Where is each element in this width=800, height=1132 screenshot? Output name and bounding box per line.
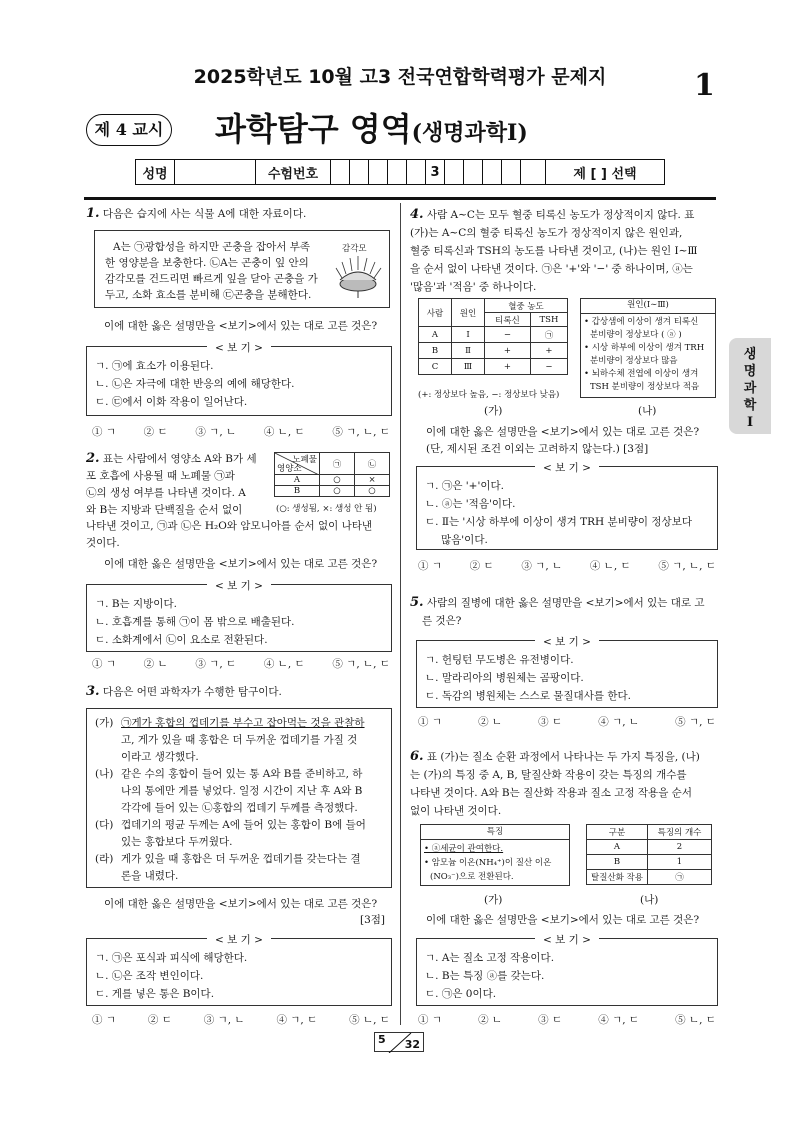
exam-title: 2025학년도 10월 고3 전국연합학력평가 문제지 xyxy=(193,66,607,88)
row-header: B xyxy=(275,486,320,497)
procedure-line: 껍데기의 평균 두께는 A에 들어 있는 홍합이 B에 들어 xyxy=(121,819,366,831)
q4-caption-a: (가) xyxy=(484,405,503,417)
question-number: 6. xyxy=(410,749,424,764)
q6-table-a xyxy=(420,824,570,886)
table-cell: ○ xyxy=(355,486,390,497)
table-cell: B xyxy=(587,855,648,870)
q4-table-b xyxy=(580,298,716,398)
table-cell: C xyxy=(419,359,452,375)
bogi-item: ㄷ. ㉢에서 이화 작용이 일어난다. xyxy=(95,396,248,408)
procedure-line: 있는 홍합보다 두꺼웠다. xyxy=(121,836,233,848)
bogi-title-wrap xyxy=(417,931,717,949)
question-stem: 다음은 습지에 사는 식물 A에 대한 자료이다. xyxy=(102,208,307,220)
bogi-item: ㄱ. B는 지방이다. xyxy=(95,598,177,610)
choice-4[interactable]: ④ ㄱ, ㄷ xyxy=(598,1014,640,1026)
question-stem: 포 호흡에 사용될 때 노폐물 ㉠과 xyxy=(86,470,235,482)
bogi-title-wrap xyxy=(417,633,717,651)
col-header: 원인(Ⅰ∼Ⅲ) xyxy=(581,299,715,314)
passage-line: A는 ㉠광합성을 하지만 곤충을 잡아서 부족 xyxy=(113,241,311,253)
choice-5[interactable]: ⑤ ㄴ, ㄷ xyxy=(675,1014,716,1026)
bogi-item: ㄱ. 헌팅턴 무도병은 유전병이다. xyxy=(425,654,574,666)
choice-2[interactable]: ② ㄷ xyxy=(143,426,168,438)
table-cell: + xyxy=(485,359,531,375)
choice-4[interactable]: ④ ㄴ, ㄷ xyxy=(263,658,305,670)
col-header: 사람 xyxy=(419,299,452,327)
col-header: 구분 xyxy=(587,825,648,840)
bogi-title: < 보 기 > xyxy=(207,934,271,946)
procedure-line: 각각에 들어 있는 ㉡홍합의 껍데기 두께를 측정했다. xyxy=(121,802,358,814)
bogi-title-wrap xyxy=(87,339,391,357)
choice-4[interactable]: ④ ㄴ, ㄷ xyxy=(263,426,305,438)
exam-number-box[interactable] xyxy=(483,160,502,184)
bogi-item: 많음'이다. xyxy=(441,534,488,546)
choice-2[interactable]: ② ㄴ xyxy=(478,716,503,728)
question-number: 4. xyxy=(410,207,424,222)
bogi-title-wrap xyxy=(87,931,391,949)
choice-1[interactable]: ① ㄱ xyxy=(92,1014,116,1026)
column-divider xyxy=(400,203,401,1025)
bogi-title-wrap xyxy=(87,577,391,595)
procedure-item xyxy=(95,766,383,817)
q6-bogi-box xyxy=(416,934,718,1006)
question-4 xyxy=(410,206,720,296)
passage-line: 한 영양분을 보충한다. ㉡A는 곤충이 잎 안의 xyxy=(105,257,309,269)
side-tab-char: 명 xyxy=(743,364,757,379)
exam-number-box[interactable] xyxy=(388,160,407,184)
table-cell: × xyxy=(355,475,390,486)
q4-ask xyxy=(426,424,716,458)
bogi-item: ㄷ. 독감의 병원체는 스스로 물질대사를 한다. xyxy=(425,690,631,702)
sensory-hair-label: 감각모 xyxy=(342,244,367,254)
choice-2[interactable]: ② ㄷ xyxy=(147,1014,172,1026)
current-page: 5 xyxy=(378,1033,386,1046)
procedure-tag: (나) xyxy=(95,768,114,780)
bogi-title: < 보 기 > xyxy=(535,934,599,946)
table-cell: − xyxy=(485,327,531,343)
procedure-item xyxy=(95,817,383,851)
choice-4[interactable]: ④ ㄱ, ㄴ xyxy=(598,716,640,728)
side-tab-char: Ⅰ xyxy=(746,415,754,430)
venus-flytrap-illustration xyxy=(330,254,386,298)
question-stem: 른 것은? xyxy=(422,615,462,627)
procedure-line: 이라고 생각했다. xyxy=(121,751,199,763)
q1-ask: 이에 대한 옳은 설명만을 <보기>에서 있는 대로 고른 것은? xyxy=(104,320,378,332)
choice-2[interactable]: ② ㄴ xyxy=(143,658,168,670)
bogi-item: ㄴ. 말라리아의 병원체는 곰팡이다. xyxy=(425,672,584,684)
exam-number-box[interactable] xyxy=(331,160,350,184)
procedure-tag: (가) xyxy=(95,717,114,729)
bogi-item: ㄱ. ㉠은 포식과 피식에 해당한다. xyxy=(95,952,248,964)
question-stem: 표는 사람에서 영양소 A와 B가 세 xyxy=(102,453,257,465)
cause-line: 분비량이 정상보다 ( ⓐ ) xyxy=(590,330,682,340)
exam-number-box[interactable] xyxy=(445,160,464,184)
cause-line: 분비량이 정상보다 많음 xyxy=(590,356,678,366)
procedure-item xyxy=(95,851,383,885)
name-field[interactable] xyxy=(175,160,256,184)
bogi-title-wrap xyxy=(417,459,717,477)
table-corner xyxy=(275,453,320,475)
question-stem: 을 순서 없이 나타낸 것이다. ㉠은 '+'와 '−' 중 하나이며, ⓐ는 xyxy=(410,263,693,275)
q6-table-b xyxy=(586,824,712,885)
question-stem: 혈중 티록신과 TSH의 농도를 나타낸 것이고, (나)는 원인 Ⅰ∼Ⅲ xyxy=(410,245,698,257)
question-stem: 와 B는 지방과 단백질을 순서 없이 xyxy=(86,504,243,516)
choice-4[interactable]: ④ ㄴ, ㄷ xyxy=(589,560,631,572)
q2-ask: 이에 대한 옳은 설명만을 <보기>에서 있는 대로 고른 것은? xyxy=(104,558,378,570)
exam-number-box[interactable] xyxy=(407,160,426,184)
table-cell: + xyxy=(530,343,567,359)
side-tab-char: 학 xyxy=(743,398,757,413)
total-pages: 32 xyxy=(404,1038,420,1051)
procedure-line: ㉠게가 홍합의 껍데기를 부수고 잡아먹는 것을 관찰하 xyxy=(121,717,365,729)
q6-choices xyxy=(418,1012,716,1027)
passage-line: 두고, 소화 효소를 분비해 ㉢곤충을 분해한다. xyxy=(105,289,312,301)
col-header: ㉡ xyxy=(355,453,390,475)
q4-choices xyxy=(418,558,716,573)
feature-line: (NO₃⁻)으로 전환된다. xyxy=(430,872,514,882)
q3-procedure-box xyxy=(86,708,392,888)
question-stem: 는 (가)의 특징 중 A, B, 탈질산화 작용이 갖는 특징의 개수를 xyxy=(410,769,687,781)
choice-3[interactable]: ③ ㄷ xyxy=(538,716,563,728)
exam-number-digit: 3 xyxy=(426,160,445,184)
cause-line: • 갑상샘에 이상이 생겨 티록신 xyxy=(584,317,699,327)
q3-bogi-box xyxy=(86,934,392,1006)
procedure-line: 나의 통에만 게를 넣었다. 일정 시간이 지난 후 A와 B xyxy=(121,785,363,797)
passage-line: 감각모를 건드리면 빠르게 잎을 닫아 곤충을 가 xyxy=(105,273,318,285)
procedure-line: 게가 있을 때 홍합은 더 두꺼운 껍데기를 갖는다는 결 xyxy=(121,853,361,865)
side-tab-char: 생 xyxy=(743,347,757,362)
choice-5[interactable]: ⑤ ㄱ, ㄷ xyxy=(675,716,716,728)
question-5 xyxy=(410,594,720,630)
question-stem: 것이다. xyxy=(86,537,120,549)
col-header: TSH xyxy=(530,313,567,327)
q4-table-a xyxy=(418,298,568,375)
choice-3[interactable]: ③ ㄷ xyxy=(538,1014,563,1026)
table-cell: B xyxy=(419,343,452,359)
name-label: 성명 xyxy=(136,160,175,184)
question-stem: 다음은 어떤 과학자가 수행한 탐구이다. xyxy=(102,686,282,698)
period-badge: 제 4 교시 xyxy=(86,114,172,146)
q2-legend: (○: 생성됨, ×: 생성 안 됨) xyxy=(276,504,377,514)
table-cell: Ⅱ xyxy=(452,343,485,359)
question-2 xyxy=(86,450,266,519)
q2-bogi-box xyxy=(86,580,392,652)
table-cell: Ⅰ xyxy=(452,327,485,343)
col-header: 혈중 농도 xyxy=(485,299,568,313)
subject-side-tab xyxy=(729,338,771,434)
bogi-item: ㄷ. Ⅱ는 '시상 하부에 이상이 생겨 TRH 분비량이 정상보다 xyxy=(425,516,692,528)
choice-1[interactable]: ① ㄱ xyxy=(418,1014,442,1026)
cause-line: • 뇌하수체 전엽에 이상이 생겨 xyxy=(584,369,699,379)
bogi-item: ㄴ. ㉡은 조작 변인이다. xyxy=(95,970,204,982)
bogi-item: ㄷ. 게를 넣은 통은 B이다. xyxy=(95,988,215,1000)
table-cell: 1 xyxy=(648,855,712,870)
choice-5[interactable]: ⑤ ㄴ, ㄷ xyxy=(349,1014,390,1026)
table-cell: 2 xyxy=(648,840,712,855)
q4-legend: (+: 정상보다 높음, −: 정상보다 낮음) xyxy=(418,390,560,400)
choice-1[interactable]: ① ㄱ xyxy=(92,658,116,670)
q4-bogi-box xyxy=(416,462,718,550)
exam-number-box[interactable] xyxy=(464,160,483,184)
question-stem: 사람 A∼C는 모두 혈중 티록신 농도가 정상적이지 않다. 표 xyxy=(426,209,695,221)
table-cell: 탈질산화 작용 xyxy=(587,870,648,885)
choice-1[interactable]: ① ㄱ xyxy=(418,716,442,728)
exam-number-box[interactable] xyxy=(502,160,521,184)
ask-line: 이에 대한 옳은 설명만을 <보기>에서 있는 대로 고른 것은? xyxy=(426,426,700,438)
subject-title xyxy=(215,104,528,150)
question-stem: 없이 나타낸 것이다. xyxy=(410,805,502,817)
table-cell: ㉠ xyxy=(648,870,712,885)
side-tab-char: 과 xyxy=(743,381,757,396)
table-cell: Ⅲ xyxy=(452,359,485,375)
row-header: A xyxy=(275,475,320,486)
bogi-item: ㄴ. B는 특징 ⓐ를 갖는다. xyxy=(425,970,545,982)
question-stem: ㉡의 생성 여부를 나타낸 것이다. A xyxy=(86,487,246,499)
page-number: 1 xyxy=(694,68,715,103)
choice-4[interactable]: ④ ㄱ, ㄷ xyxy=(276,1014,318,1026)
bogi-item: ㄱ. ㉠은 '+'이다. xyxy=(425,480,504,492)
choice-3[interactable]: ③ ㄱ, ㄴ xyxy=(195,426,237,438)
selection-label: 제 [ ] 선택 xyxy=(545,160,664,184)
question-3 xyxy=(86,684,392,700)
q6-ask: 이에 대한 옳은 설명만을 <보기>에서 있는 대로 고른 것은? xyxy=(426,914,700,926)
procedure-line: 론을 내렸다. xyxy=(121,870,179,882)
procedure-tag: (라) xyxy=(95,853,114,865)
bogi-item: ㄱ. ㉠에 효소가 이용된다. xyxy=(95,360,214,372)
procedure-line: 고, 게가 있을 때 홍합은 더 두꺼운 껍데기를 가질 것 xyxy=(121,734,358,746)
bogi-item: ㄷ. ㉠은 0이다. xyxy=(425,988,497,1000)
feature-line: • ⓐ세균이 관여한다. xyxy=(424,844,504,854)
q3-ask: 이에 대한 옳은 설명만을 <보기>에서 있는 대로 고른 것은? xyxy=(104,898,378,910)
question-6 xyxy=(410,748,720,820)
table-cell: A xyxy=(587,840,648,855)
q6-caption-a: (가) xyxy=(484,894,503,906)
col-header: ㉠ xyxy=(320,453,355,475)
question-2-cont xyxy=(86,518,392,552)
q3-points: [3점] xyxy=(360,914,386,926)
choice-2[interactable]: ② ㄴ xyxy=(478,1014,503,1026)
bogi-item: ㄴ. ㉡은 자극에 대한 반응의 예에 해당한다. xyxy=(95,378,295,390)
table-cell: ○ xyxy=(320,475,355,486)
q3-choices xyxy=(92,1012,390,1027)
question-stem: (가)는 A∼C의 혈중 티록신 농도가 정상적이지 않은 원인과, xyxy=(410,227,683,239)
q4-caption-b: (나) xyxy=(638,405,657,417)
choice-5[interactable]: ⑤ ㄱ, ㄴ, ㄷ xyxy=(332,658,390,670)
question-stem: 나타낸 것이고, ㉠과 ㉡은 H₂O와 암모니아를 순서 없이 나타낸 xyxy=(86,520,373,532)
question-stem: 사람의 질병에 대한 옳은 설명만을 <보기>에서 있는 대로 고 xyxy=(426,597,705,609)
choice-1[interactable]: ① ㄱ xyxy=(92,426,116,438)
bogi-item: ㄴ. 호흡계를 통해 ㉠이 몸 밖으로 배출된다. xyxy=(95,616,295,628)
choice-5[interactable]: ⑤ ㄱ, ㄴ, ㄷ xyxy=(332,426,390,438)
feature-line: • 암모늄 이온(NH₄⁺)이 질산 이온 xyxy=(424,858,552,868)
table-cell: A xyxy=(419,327,452,343)
table-cell: + xyxy=(485,343,531,359)
bogi-title: < 보 기 > xyxy=(207,580,271,592)
question-number: 5. xyxy=(410,595,424,610)
table-cell: ㉠ xyxy=(530,327,567,343)
bogi-item: ㄱ. A는 질소 고정 작용이다. xyxy=(425,952,555,964)
cause-line: TSH 분비량이 정상보다 적음 xyxy=(590,382,700,392)
exam-number-label: 수험번호 xyxy=(256,160,331,184)
question-number: 3. xyxy=(86,684,100,699)
question-stem: 표 (가)는 질소 순환 과정에서 나타나는 두 가지 특징을, (나) xyxy=(426,751,700,763)
choice-3[interactable]: ③ ㄱ, ㄴ xyxy=(203,1014,245,1026)
question-number: 2. xyxy=(86,451,100,466)
col-header: 티록신 xyxy=(485,313,531,327)
choice-3[interactable]: ③ ㄱ, ㄷ xyxy=(195,658,237,670)
top-rule xyxy=(84,197,716,200)
corner-top: 노폐물 xyxy=(292,455,317,465)
q2-table xyxy=(274,452,390,497)
q1-bogi-box xyxy=(86,342,392,416)
bogi-item: ㄴ. ⓐ는 '적음'이다. xyxy=(425,498,516,510)
q5-bogi-box xyxy=(416,636,718,708)
corner-bottom: 영양소 xyxy=(277,464,302,474)
procedure-tag: (다) xyxy=(95,819,114,831)
table-cell: − xyxy=(530,359,567,375)
ask-line: (단, 제시된 조건 이외는 고려하지 않는다.) [3점] xyxy=(426,443,649,455)
q1-choices xyxy=(92,424,390,439)
col-header: 특징 xyxy=(421,825,569,840)
question-stem: 나타낸 것이다. A와 B는 질산화 작용과 질소 고정 작용을 순서 xyxy=(410,787,692,799)
choice-1[interactable]: ① ㄱ xyxy=(418,560,442,572)
q2-choices xyxy=(92,656,390,671)
procedure-line: 같은 수의 홍합이 들어 있는 통 A와 B를 준비하고, 하 xyxy=(121,768,363,780)
cause-line: • 시상 하부에 이상이 생겨 TRH xyxy=(584,343,705,353)
bogi-title: < 보 기 > xyxy=(535,462,599,474)
choice-2[interactable]: ② ㄷ xyxy=(469,560,494,572)
col-header: 원인 xyxy=(452,299,485,327)
exam-number-box[interactable] xyxy=(350,160,369,184)
student-info-bar xyxy=(135,159,665,185)
procedure-item xyxy=(95,715,383,766)
bogi-item: ㄷ. 소화계에서 ㉡이 요소로 전환된다. xyxy=(95,634,268,646)
table-cell: ○ xyxy=(320,486,355,497)
info-spacer xyxy=(521,160,545,184)
col-header: 특징의 개수 xyxy=(648,825,712,840)
q5-choices xyxy=(418,714,716,729)
question-stem: '많음'과 '적음' 중 하나이다. xyxy=(410,281,537,293)
subject-name: 과학탐구 영역 xyxy=(215,110,412,148)
exam-number-box[interactable] xyxy=(369,160,388,184)
bogi-title: < 보 기 > xyxy=(535,636,599,648)
question-1 xyxy=(86,206,392,222)
choice-5[interactable]: ⑤ ㄱ, ㄴ, ㄷ xyxy=(658,560,716,572)
q6-caption-b: (나) xyxy=(640,894,659,906)
choice-3[interactable]: ③ ㄱ, ㄴ xyxy=(521,560,563,572)
page-indicator xyxy=(374,1032,424,1052)
subject-subtitle: (생명과학Ⅰ) xyxy=(411,120,528,146)
bogi-title: < 보 기 > xyxy=(207,342,271,354)
question-number: 1. xyxy=(86,206,100,221)
